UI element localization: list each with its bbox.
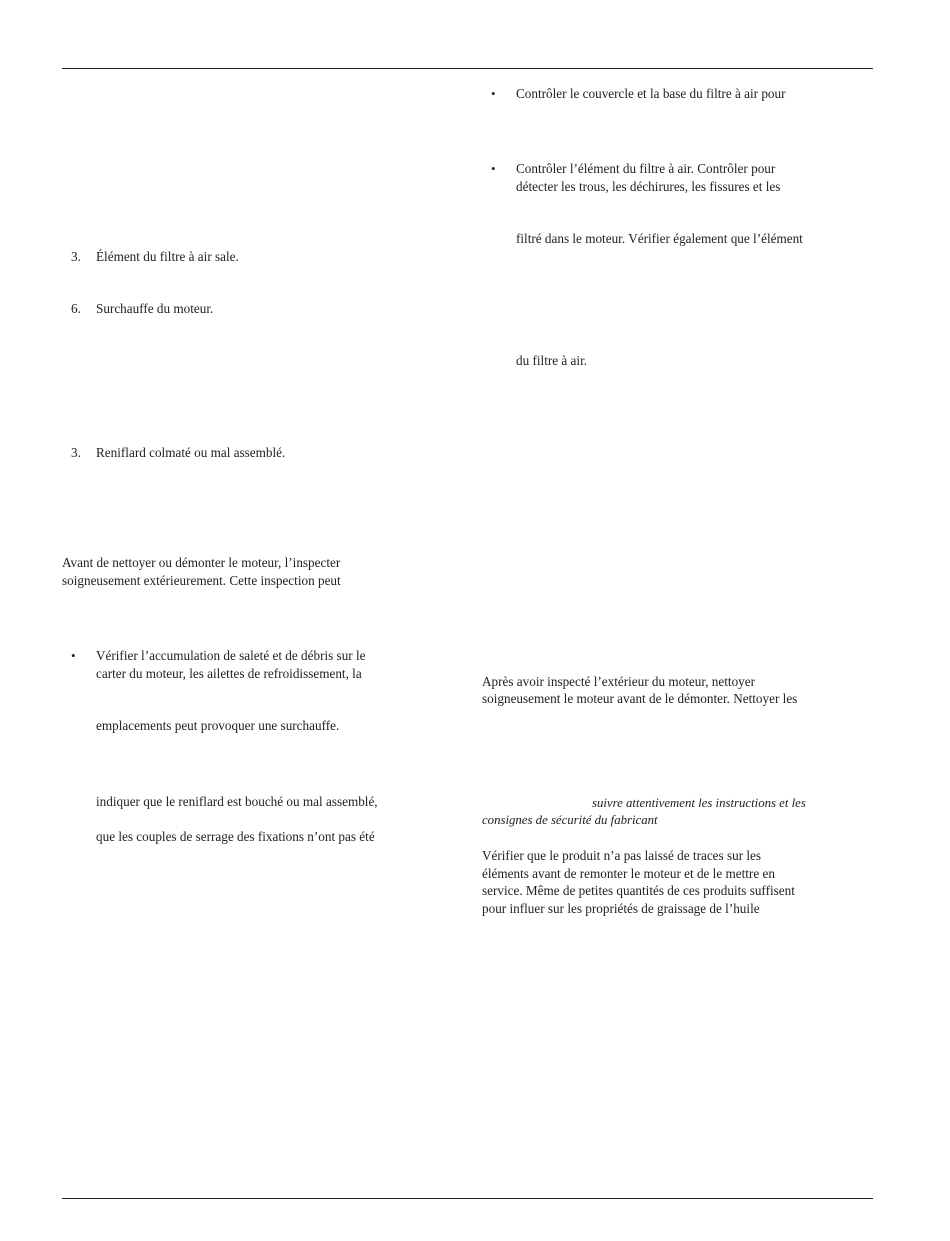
list-item-air-filter: Élément du filtre à air sale. [96,249,239,264]
cleaning-paragraph-line: soigneusement le moteur avant de le démonter. Nettoyer les [482,691,798,706]
residue-paragraph-line: service. Même de petites quantités de ces produits suffisent [482,883,795,898]
residue-paragraph-line: Vérifier que le produit n’a pas laissé de traces sur les [482,848,762,863]
residue-paragraph-line: pour influer sur les propriétés de graissage de l’huile [482,901,760,916]
bullet-marker: • [71,648,76,663]
safety-note-line: suivre attentivement les instructions et les [592,796,806,810]
bullet-cover-text: Contrôler le couvercle et la base du filtre à air pour [516,86,786,101]
list-number: 6. [71,301,81,316]
list-number: 3. [71,249,81,264]
torque-fragment: que les couples de serrage des fixations n’ont pas été [96,829,375,844]
safety-note-line: consignes de sécurité du fabricant [482,813,658,827]
residue-paragraph-line: éléments avant de remonter le moteur et de le mettre en [482,866,775,881]
list-number: 3. [71,445,81,460]
bullet-element-line: Contrôler l’élément du filtre à air. Contrôler pour [516,161,776,176]
air-filter-fragment: du filtre à air. [516,353,588,368]
bullet-marker: • [491,161,496,176]
breather-fragment: indiquer que le reniflard est bouché ou mal assemblé, [96,794,378,809]
bottom-rule [62,1198,873,1199]
list-item-overheat: Surchauffe du moteur. [96,301,214,316]
bullet-marker: • [491,86,496,101]
cleaning-paragraph-line: Après avoir inspecté l’extérieur du moteur, nettoyer [482,674,756,689]
intro-paragraph-line: Avant de nettoyer ou démonter le moteur, l’inspecter [62,555,341,570]
top-rule [62,68,873,69]
bullet-element-line: détecter les trous, les déchirures, les fissures et les [516,179,781,194]
overheat-fragment: emplacements peut provoquer une surchauffe. [96,718,340,733]
filtered-fragment: filtré dans le moteur. Vérifier également que l’élément [516,231,803,246]
bullet-dirt-line: carter du moteur, les ailettes de refroidissement, la [96,666,362,681]
intro-paragraph-line: soigneusement extérieurement. Cette inspection peut [62,573,341,588]
list-item-breather: Reniflard colmaté ou mal assemblé. [96,445,286,460]
bullet-dirt-line: Vérifier l’accumulation de saleté et de débris sur le [96,648,366,663]
